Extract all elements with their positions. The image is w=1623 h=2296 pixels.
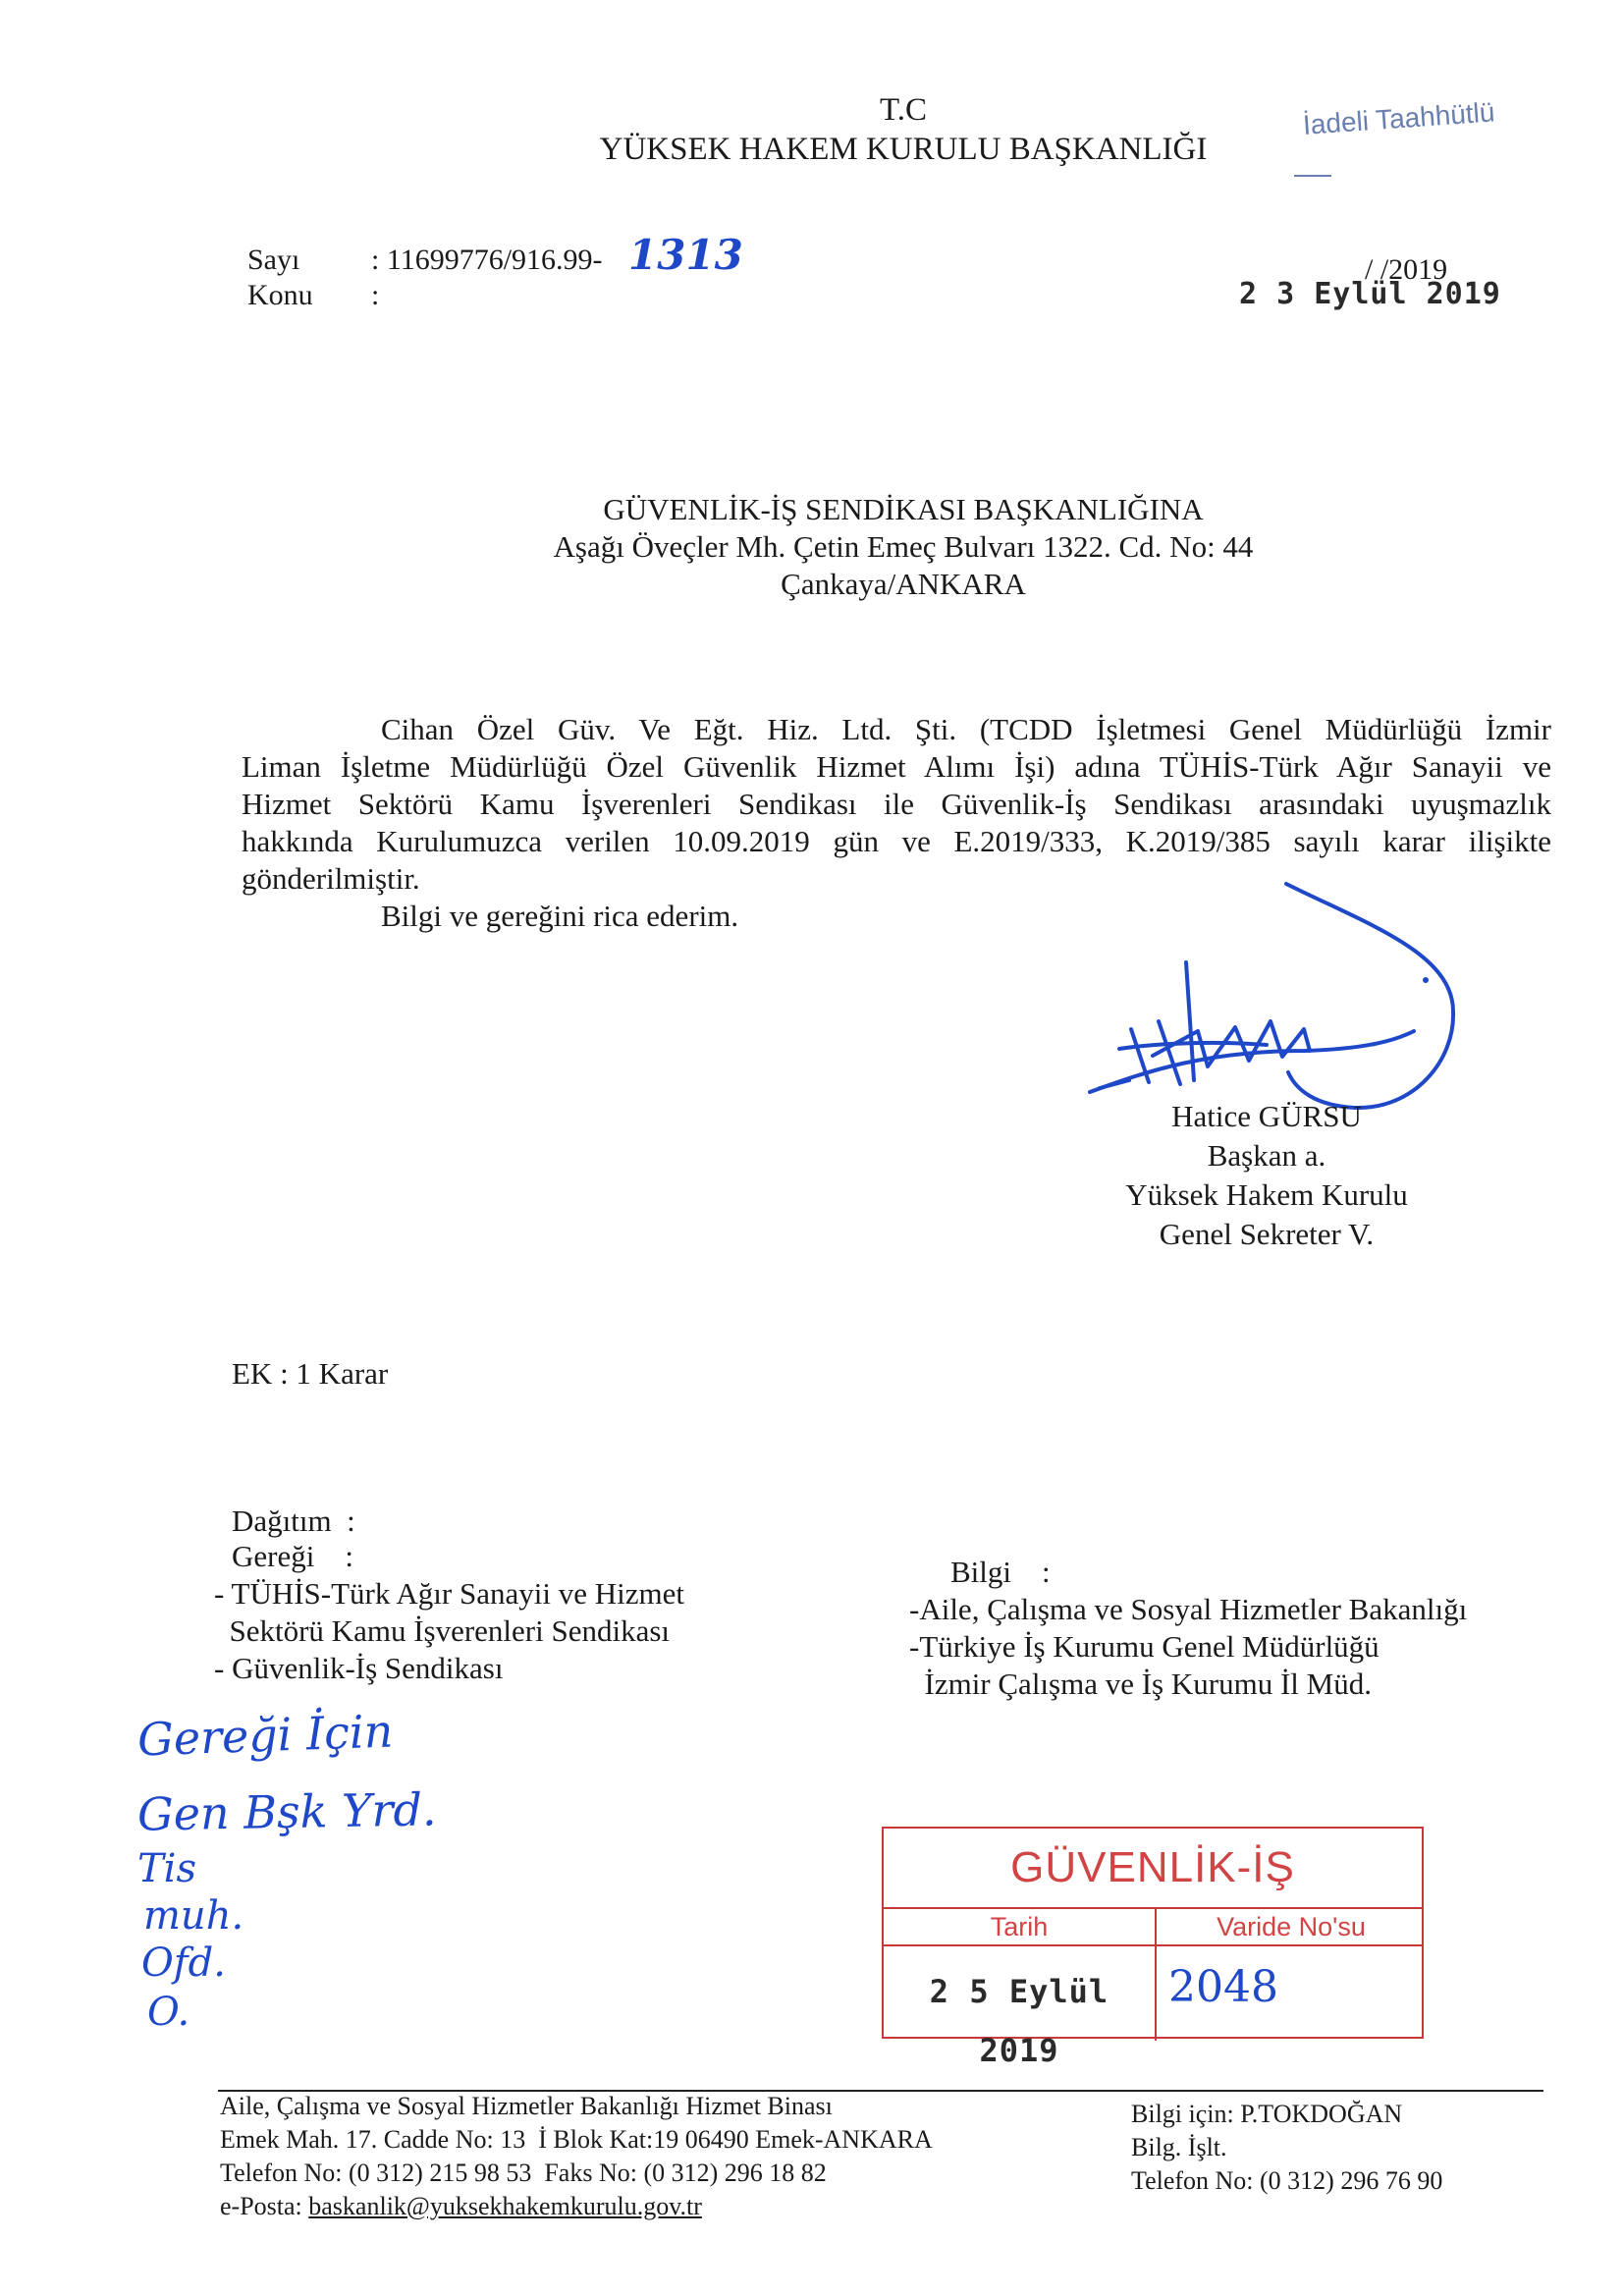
body-line-3: Hizmet Sektörü Kamu İşverenleri Sendikası ile Güvenlik-İş Sendikası arasındaki uyuşmazlık bbox=[242, 787, 1551, 821]
received-stamp-date-label: Tarih bbox=[990, 1912, 1049, 1941]
body-line-5: gönderilmiştir. bbox=[242, 861, 420, 896]
body-line-2: Liman İşletme Müdürlüğü Özel Güvenlik Hizmet Alımı İşi) adına TÜHİS-Türk Ağır Sanayii ve bbox=[242, 749, 1551, 784]
signatory-title-2: Yüksek Hakem Kurulu bbox=[1125, 1177, 1408, 1212]
registered-mail-stamp: İadeli Taahhütlü bbox=[1302, 96, 1496, 140]
footer-phone-fax: Telefon No: (0 312) 215 98 53 Faks No: (0 312) 296 18 82 bbox=[220, 2159, 827, 2187]
bilgi-label: Bilgi : bbox=[950, 1555, 1051, 1589]
sayi-value: : 11699776/916.99- bbox=[371, 244, 603, 276]
sayi-handwritten-number: 1313 bbox=[628, 231, 743, 279]
gerekgi-item-2: Sektörü Kamu İşverenleri Sendikası bbox=[214, 1613, 671, 1648]
handwritten-note-line-5: Ofd. bbox=[141, 1941, 226, 1986]
body-closing: Bilgi ve gereğini rica ederim. bbox=[381, 899, 739, 933]
handwritten-note-line-3: Tis bbox=[137, 1846, 196, 1891]
footer-address-line-1: Aile, Çalışma ve Sosyal Hizmetler Bakanlığı Hizmet Binası bbox=[220, 2092, 833, 2120]
signatory-title-1: Başkan a. bbox=[1207, 1138, 1326, 1173]
date-printed: / /2019 bbox=[1365, 253, 1448, 286]
received-stamp-number: 2048 bbox=[1168, 1962, 1278, 2012]
bilgi-item-3: İzmir Çalışma ve İş Kurumu İl Müd. bbox=[909, 1667, 1372, 1701]
handwritten-note-line-2: Gen Bşk Yrd. bbox=[136, 1782, 438, 1841]
handwritten-note-line-4: muh. bbox=[143, 1893, 244, 1939]
recipient-city: Çankaya/ANKARA bbox=[781, 567, 1026, 601]
date-stamp: 2 3 Eylül 2019 bbox=[1239, 277, 1501, 311]
header-institution: YÜKSEK HAKEM KURULU BAŞKANLIĞI bbox=[599, 132, 1208, 167]
received-stamp bbox=[882, 1827, 1424, 2069]
gerekgi-item-3: - Güvenlik-İş Sendikası bbox=[214, 1651, 504, 1685]
sayi-label: Sayı bbox=[247, 244, 300, 276]
konu-label: Konu bbox=[247, 279, 313, 311]
registered-mail-stamp-underline bbox=[1294, 175, 1331, 177]
signature-scribble bbox=[1070, 864, 1542, 1120]
footer-contact-person: Bilgi için: P.TOKDOĞAN bbox=[1131, 2100, 1403, 2128]
recipient-address: Aşağı Öveçler Mh. Çetin Emeç Bulvarı 1322. Cd. No: 44 bbox=[553, 529, 1254, 564]
handwritten-note-line-1: Gereği İçin bbox=[136, 1704, 395, 1767]
handwritten-note-line-6: O. bbox=[147, 1990, 190, 2035]
footer-contact-phone: Telefon No: (0 312) 296 76 90 bbox=[1131, 2166, 1443, 2195]
received-stamp-number-label: Varide No'su bbox=[1217, 1912, 1366, 1941]
gerekgi-label: Gereği : bbox=[232, 1539, 353, 1573]
bilgi-item-1: -Aile, Çalışma ve Sosyal Hizmetler Bakanlığı bbox=[909, 1592, 1468, 1626]
konu-value: : bbox=[371, 279, 380, 311]
footer-email-link[interactable]: baskanlik@yuksekhakemkurulu.gov.tr bbox=[308, 2192, 702, 2220]
body-line-1: Cihan Özel Güv. Ve Eğt. Hiz. Ltd. Şti. (TCDD İşletmesi Genel Müdürlüğü İzmir bbox=[381, 712, 1551, 746]
footer-email-row bbox=[220, 2190, 702, 2222]
bilgi-item-2: -Türkiye İş Kurumu Genel Müdürlüğü bbox=[909, 1629, 1380, 1664]
attachment-line: EK : 1 Karar bbox=[232, 1356, 389, 1391]
body-line-4: hakkında Kurulumuzca verilen 10.09.2019 gün ve E.2019/333, K.2019/385 sayılı karar ilişikte bbox=[242, 824, 1551, 858]
gerekgi-item-1: - TÜHİS-Türk Ağır Sanayii ve Hizmet bbox=[214, 1576, 684, 1611]
signatory-name: Hatice GÜRSU bbox=[1171, 1099, 1362, 1133]
received-stamp-date: 2 5 Eylül 2019 bbox=[929, 1973, 1109, 2069]
signatory-title-3: Genel Sekreter V. bbox=[1159, 1217, 1375, 1251]
recipient-name: GÜVENLİK-İŞ SENDİKASI BAŞKANLIĞINA bbox=[603, 492, 1204, 526]
received-stamp-divider-middle bbox=[884, 1944, 1422, 1946]
header-tc: T.C bbox=[880, 92, 927, 128]
footer-contact-dept: Bilg. İşlt. bbox=[1131, 2133, 1227, 2161]
distribution-label: Dağıtım : bbox=[232, 1503, 355, 1538]
footer-address-line-2: Emek Mah. 17. Cadde No: 13 İ Blok Kat:19 06490 Emek-ANKARA bbox=[220, 2125, 933, 2154]
footer-email-label: e-Posta: bbox=[220, 2192, 309, 2220]
received-stamp-title: GÜVENLİK-İŞ bbox=[1010, 1843, 1295, 1891]
